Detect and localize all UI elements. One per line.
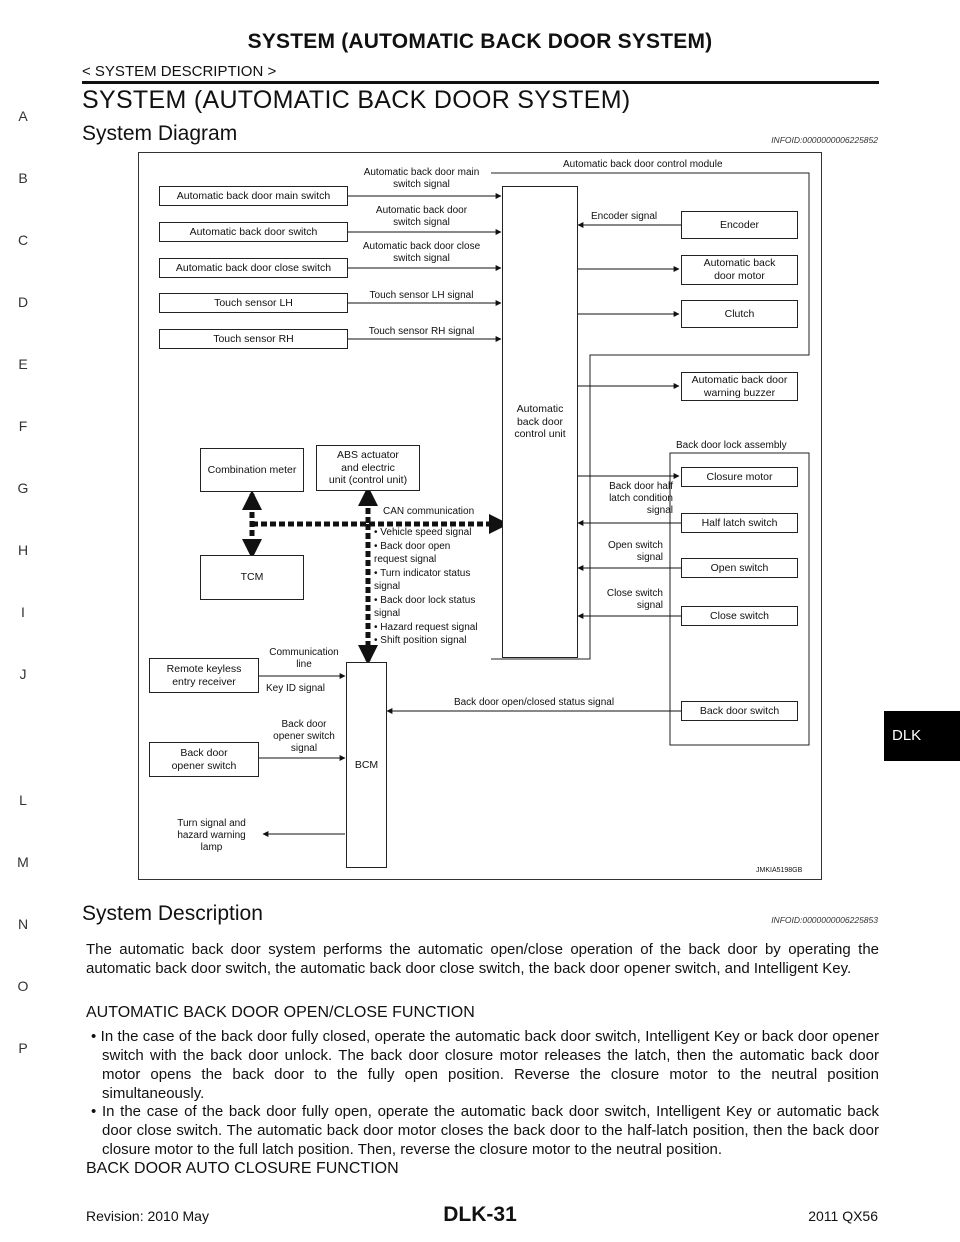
touch-sensor-lh-signal: Touch sensor LH signal [369,290,474,301]
side-index-letter[interactable]: D [17,294,29,310]
system-diagram-title: System Diagram [82,122,238,145]
tcm-box: TCM [200,555,304,600]
abs-unit-box: ABS actuator and electric unit (control unit) [316,445,420,491]
function1-bullet: • In the case of the back door fully closed, operate the automatic back door switch, Intelligent Key or back door opener switch with the back door unlock. The back door closure motor releases the latch, then the automatic back door motor opens the back door to the fully open position. Reverse the closure motor to the neutral position simultaneously. [91,1028,879,1102]
close-switch-input-box: Automatic back door close switch [159,258,348,278]
side-index-letter[interactable]: F [18,418,28,434]
breadcrumb: < SYSTEM DESCRIPTION > [82,63,277,80]
side-index-letter[interactable]: P [18,1040,28,1056]
side-index-letter[interactable]: A [18,108,28,124]
keyless-receiver-box: Remote keyless entry receiver [149,658,259,693]
main-switch-box: Automatic back door main switch [159,186,348,206]
control-unit-box: Automatic back door control unit [502,186,578,658]
image-code: JMKIA5198GB [756,867,803,874]
turn-signal-lamp-label: Turn signal and hazard warning lamp [177,818,246,853]
function2-title: BACK DOOR AUTO CLOSURE FUNCTION [86,1160,399,1177]
communication-line-label: Communication line [269,647,339,670]
touch-sensor-rh-box: Touch sensor RH [159,329,348,349]
close-switch-signal-label: Automatic back door close switch signal [362,241,481,264]
system-diagram [138,152,822,880]
encoder-box: Encoder [681,211,798,239]
function1-title: AUTOMATIC BACK DOOR OPEN/CLOSE FUNCTION [86,1004,475,1021]
page-header-title: SYSTEM (AUTOMATIC BACK DOOR SYSTEM) [247,30,713,53]
buzzer-box: Automatic back door warning buzzer [681,372,798,401]
clutch-box: Clutch [681,300,798,328]
side-index-letter[interactable]: I [21,604,25,620]
side-index-active-tab[interactable]: DLK [884,711,960,761]
encoder-signal: Encoder signal [591,211,658,222]
side-index-letter[interactable]: N [17,916,29,932]
closure-motor-box: Closure motor [681,467,798,487]
open-switch-signal: Open switch signal [607,540,663,563]
close-switch-signal: Close switch signal [606,588,663,611]
header-rule [82,81,879,84]
back-door-status-signal: Back door open/closed status signal [453,697,615,708]
side-index-letter[interactable]: B [18,170,28,186]
close-switch-box: Close switch [681,606,798,626]
main-switch-signal: Automatic back door main switch signal [363,167,480,190]
side-index-letter[interactable]: O [17,978,29,994]
combination-meter-box: Combination meter [200,448,304,492]
section-title: SYSTEM (AUTOMATIC BACK DOOR SYSTEM) [82,86,631,114]
back-door-switch-box: Automatic back door switch [159,222,348,242]
touch-sensor-rh-signal: Touch sensor RH signal [368,326,475,337]
half-latch-signal: Back door half latch condition signal [609,481,673,516]
system-description-title: System Description [82,902,263,925]
can-signals: • Vehicle speed signal • Back door open request signal • Turn indicator status signal • Back door lock status signal • Hazard request signal • Shift position signal [374,527,478,646]
side-index-letter[interactable]: M [17,854,29,870]
half-latch-switch-box: Half latch switch [681,513,798,533]
can-label: CAN communication [383,506,475,517]
function1-bullet: • In the case of the back door fully open, operate the automatic back door switch, Intelligent Key or automatic back door close switch. The automatic back door motor closes the back door to the half-latch position, then the back door closure motor to the full latch position. Then, reverse the closure motor to the neutral position. [91,1103,879,1158]
opener-switch-box: Back door opener switch [149,742,259,777]
intro-paragraph: The automatic back door system performs the automatic open/close operation of the back door by operating the automatic back door switch, the automatic back door close switch, the back door opener switch, and Intelligent Key. [86,941,879,977]
footer-page-number: DLK-31 [443,1203,517,1226]
side-index-letter[interactable]: J [19,666,27,682]
system-diagram-info-id: INFOID:0000000006225852 [771,135,878,145]
module-label: Automatic back door control module [563,159,723,170]
side-index-letter[interactable]: E [18,356,28,372]
key-id-signal: Key ID signal [266,683,325,694]
touch-sensor-lh-box: Touch sensor LH [159,293,348,313]
system-description-info-id: INFOID:0000000006225853 [771,915,878,925]
back-door-switch-signal: Automatic back door switch signal [375,205,468,228]
side-index-letter[interactable]: C [17,232,29,248]
footer-revision: Revision: 2010 May [86,1208,209,1224]
side-index-letter[interactable]: G [17,480,29,496]
footer-model: 2011 QX56 [808,1208,878,1224]
bcm-box: BCM [346,662,387,868]
open-switch-box: Open switch [681,558,798,578]
side-index-letter[interactable]: L [19,792,27,808]
back-door-switch-status-box: Back door switch [681,701,798,721]
lock-assembly-label: Back door lock assembly [676,440,787,451]
opener-switch-signal: Back door opener switch signal [273,719,335,754]
motor-box: Automatic back door motor [681,255,798,285]
side-index-letter[interactable]: H [17,542,29,558]
